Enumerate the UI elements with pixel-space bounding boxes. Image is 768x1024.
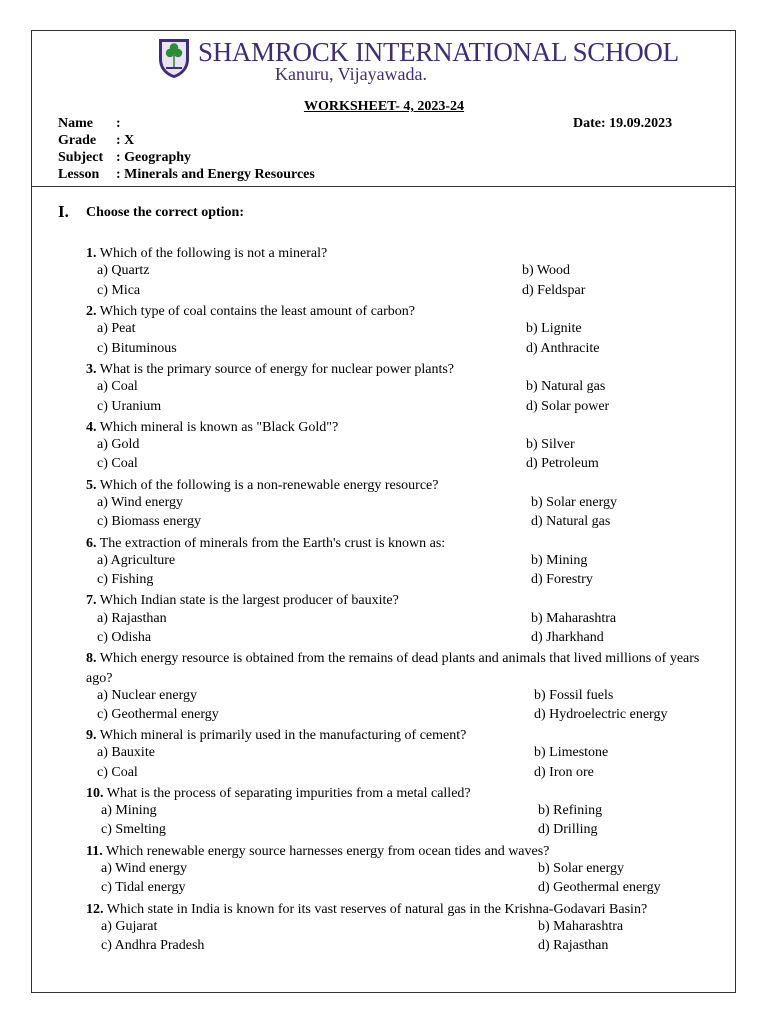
option-d: d) Drilling <box>538 822 598 837</box>
option-c: c) Coal <box>97 765 138 780</box>
option-d: d) Iron ore <box>534 765 594 780</box>
option-b: b) Limestone <box>534 745 609 760</box>
question-body: Which type of coal contains the least amount of carbon? <box>96 304 416 319</box>
option-b: b) Lignite <box>526 321 582 336</box>
section-number: I. <box>58 202 69 221</box>
field-value: : X <box>116 133 135 148</box>
option-a: a) Mining <box>101 803 157 818</box>
question-body: Which mineral is primarily used in the manufacturing of cement? <box>96 728 467 743</box>
option-d: d) Forestry <box>531 572 593 587</box>
option-d: d) Solar power <box>526 399 610 414</box>
option-a: a) Gujarat <box>101 919 158 934</box>
worksheet-title-text: WORKSHEET- 4, 2023-24 <box>303 99 465 114</box>
question-body: Which Indian state is the largest producer of bauxite? <box>96 593 399 608</box>
field-value: : <box>116 116 121 131</box>
question-body: Which energy resource is obtained from the remains of dead plants and animals that lived millions of years ago? <box>86 651 700 686</box>
subject-field <box>58 150 191 166</box>
option-c: c) Coal <box>97 456 138 471</box>
option-b: b) Maharashtra <box>538 919 624 934</box>
question-number: 8. <box>86 651 97 666</box>
option-c: c) Geothermal energy <box>97 707 219 722</box>
option-b: b) Mining <box>531 553 588 568</box>
question-number: 10. <box>86 786 104 801</box>
option-a: a) Wind energy <box>101 861 188 876</box>
grade-field <box>58 133 134 149</box>
option-d: d) Rajasthan <box>538 938 609 953</box>
option-a: a) Rajasthan <box>97 611 167 626</box>
question-number: 5. <box>86 478 97 493</box>
school-crest-icon <box>157 37 191 79</box>
question-text <box>86 360 726 380</box>
school-location: Kanuru, Vijayawada. <box>275 64 428 84</box>
question-number: 12. <box>86 902 104 917</box>
option-b: b) Maharashtra <box>531 611 617 626</box>
worksheet-title <box>0 99 768 115</box>
section-title: Choose the correct option: <box>86 205 244 220</box>
worksheet-date: Date: 19.09.2023 <box>573 116 673 131</box>
school-name: SHAMROCK INTERNATIONAL SCHOOL <box>198 37 679 67</box>
question-text <box>86 244 726 264</box>
question-text <box>86 302 726 322</box>
question-number: 1. <box>86 246 97 261</box>
option-c: c) Uranium <box>97 399 162 414</box>
option-c: c) Tidal energy <box>101 880 186 895</box>
name-field <box>58 116 121 132</box>
question-number: 7. <box>86 593 97 608</box>
option-a: a) Peat <box>97 321 136 336</box>
question-body: Which renewable energy source harnesses energy from ocean tides and waves? <box>102 844 550 859</box>
option-b: b) Natural gas <box>526 379 606 394</box>
question-body: Which mineral is known as "Black Gold"? <box>96 420 339 435</box>
header-divider <box>31 186 736 187</box>
option-b: b) Solar energy <box>531 495 618 510</box>
option-d: d) Jharkhand <box>531 630 604 645</box>
question-text <box>86 649 726 688</box>
question-body: Which of the following is not a mineral? <box>96 246 328 261</box>
option-d: d) Petroleum <box>526 456 599 471</box>
option-d: d) Natural gas <box>531 514 611 529</box>
question-text <box>86 591 726 611</box>
option-a: a) Agriculture <box>97 553 176 568</box>
option-a: a) Quartz <box>97 263 150 278</box>
option-a: a) Nuclear energy <box>97 688 198 703</box>
field-label: Grade <box>58 133 97 148</box>
question-text <box>86 418 726 438</box>
question-body: Which of the following is a non-renewable energy resource? <box>96 478 439 493</box>
question-number: 3. <box>86 362 97 377</box>
field-label: Lesson <box>58 167 100 182</box>
option-b: b) Solar energy <box>538 861 625 876</box>
question-text <box>86 900 726 920</box>
option-c: c) Andhra Pradesh <box>101 938 205 953</box>
field-value: : Geography <box>116 150 192 165</box>
option-c: c) Smelting <box>101 822 166 837</box>
question-number: 2. <box>86 304 97 319</box>
field-label: Name <box>58 116 93 131</box>
question-text <box>86 476 726 496</box>
option-d: d) Geothermal energy <box>538 880 661 895</box>
option-a: a) Bauxite <box>97 745 155 760</box>
option-a: a) Coal <box>97 379 138 394</box>
question-body: What is the process of separating impurities from a metal called? <box>103 786 471 801</box>
question-body: What is the primary source of energy for nuclear power plants? <box>96 362 455 377</box>
lesson-field <box>58 167 315 183</box>
question-body: The extraction of minerals from the Earth's crust is known as: <box>96 536 446 551</box>
option-c: c) Fishing <box>97 572 154 587</box>
option-c: c) Bituminous <box>97 341 177 356</box>
option-c: c) Biomass energy <box>97 514 201 529</box>
option-a: a) Wind energy <box>97 495 184 510</box>
question-body: Which state in India is known for its vast reserves of natural gas in the Krishna-Godavari Basin? <box>103 902 648 917</box>
option-b: b) Fossil fuels <box>534 688 614 703</box>
question-text <box>86 726 726 746</box>
question-text <box>86 842 726 862</box>
field-value: : Minerals and Energy Resources <box>116 167 315 182</box>
option-d: d) Feldspar <box>522 283 586 298</box>
question-text <box>86 784 726 804</box>
option-c: c) Odisha <box>97 630 152 645</box>
question-number: 4. <box>86 420 97 435</box>
question-number: 9. <box>86 728 97 743</box>
option-b: b) Refining <box>538 803 603 818</box>
question-text <box>86 534 726 554</box>
option-d: d) Anthracite <box>526 341 600 356</box>
option-b: b) Wood <box>522 263 571 278</box>
option-c: c) Mica <box>97 283 141 298</box>
question-number: 11. <box>86 844 103 859</box>
option-b: b) Silver <box>526 437 575 452</box>
option-a: a) Gold <box>97 437 140 452</box>
question-number: 6. <box>86 536 97 551</box>
field-label: Subject <box>58 150 104 165</box>
option-d: d) Hydroelectric energy <box>534 707 668 722</box>
